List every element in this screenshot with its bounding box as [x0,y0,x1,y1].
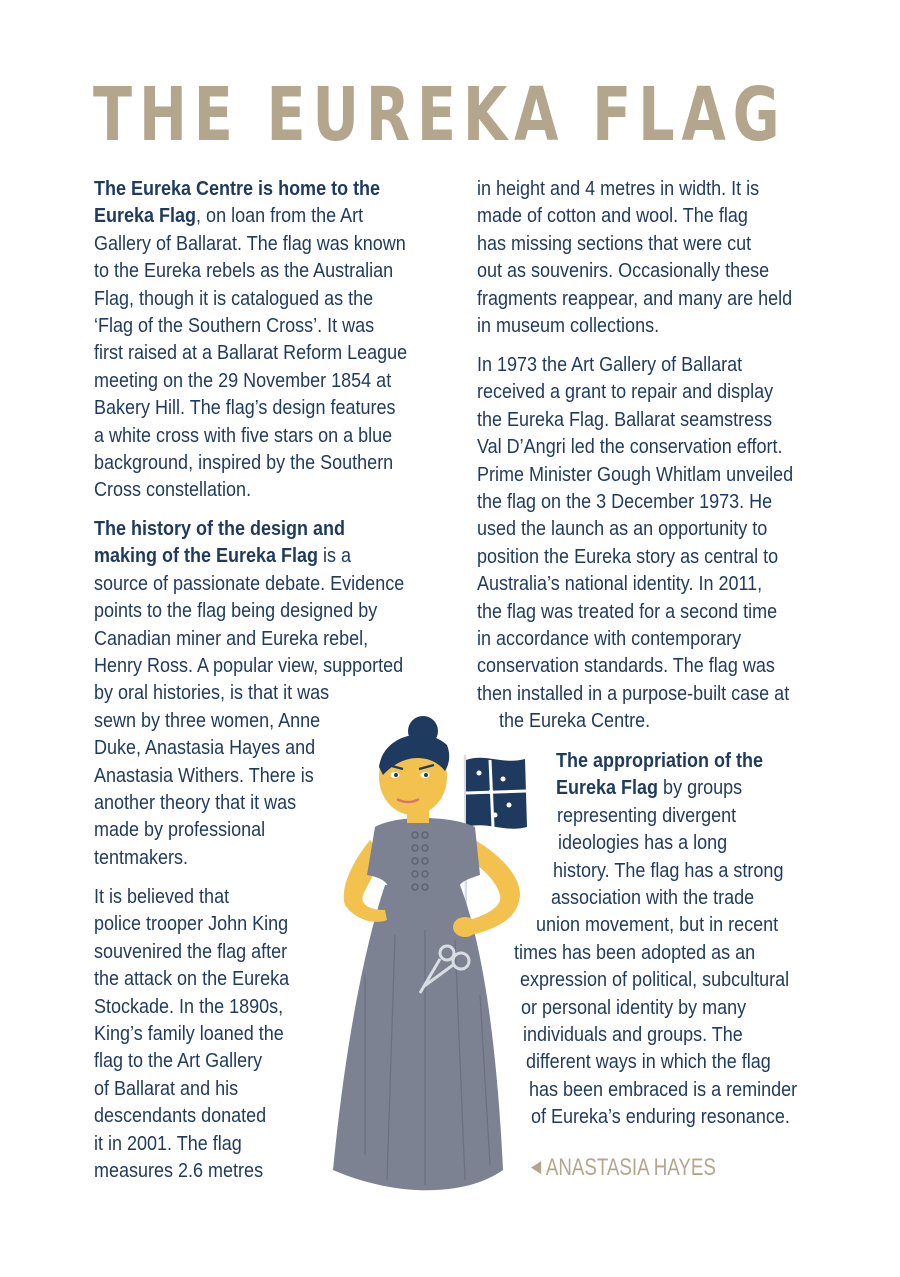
text-line: in height and 4 metres in width. It is [477,178,760,200]
body-text: Bakery Hill. The flag’s design features [94,397,396,420]
bold-text: making of the Eureka Flag [94,545,319,568]
body-text: sewn by three women, Anne [94,709,321,732]
body-text: Canadian miner and Eureka rebel, [94,627,369,650]
body-text: by oral histories, is that it was [94,682,330,705]
text-line: out as souvenirs. Occasionally these [477,260,770,283]
text-line: fragments reappear, and many are held [477,287,793,310]
text-line [556,775,742,802]
body-text: representing divergent [557,804,737,827]
body-text: meeting on the 29 November 1854 at [94,369,392,392]
text-line: Stockade. In the 1890s, [94,995,284,1018]
text-line: used the launch as an opportunity to [477,518,768,541]
body-text: made by professional [94,819,266,842]
bold-text: The history of the design and [94,518,346,540]
text-line: received a grant to repair and display [477,381,774,404]
text-line [557,803,736,830]
body-text: has been embraced is a reminder [529,1078,798,1101]
body-text: to the Eureka rebels as the Australian [94,260,394,283]
text-line: then installed in a purpose-built case at [477,682,790,705]
hair-bun [408,716,438,746]
text-line: the flag on the 3 December 1973. He [477,491,773,513]
text-line: made of cotton and wool. The flag [477,205,748,228]
body-text: first raised at a Ballarat Reform League [94,342,408,365]
text-line: of Ballarat and his [94,1077,239,1100]
body-text: Flag, though it is catalogued as the [94,287,374,310]
text-line: the flag was treated for a second time [477,600,778,623]
woman-holding-flag-illustration [325,715,535,1205]
text-line [556,748,763,775]
body-text: times has been adopted as an [514,941,756,964]
text-line [94,817,265,844]
text-line: in accordance with contemporary [477,628,742,650]
body-text: a white cross with five stars on a blue [94,424,393,447]
body-text: points to the flag being designed by [94,600,378,623]
text-line [94,790,296,817]
text-line [94,203,363,230]
text-line [94,368,391,395]
body-text: ideologies has a long [558,832,728,855]
text-line [94,763,314,790]
body-text: union movement, but in recent [536,914,779,937]
text-line: descendants donated [94,1105,267,1128]
text-line: flag to the Art Gallery [94,1050,263,1073]
text-line: measures 2.6 metres [94,1160,264,1182]
body-text: is a [318,545,352,568]
body-text: by groups [658,777,743,800]
body-text: tentmakers. [94,846,189,869]
text-line [94,395,396,422]
text-line: police trooper John King [94,913,289,936]
text-line [520,967,789,994]
text-line: the Eureka Flag. Ballarat seamstress [477,408,773,431]
text-line [531,1104,790,1131]
dress-bodice [367,818,480,895]
bold-text: The appropriation of the [556,750,763,772]
text-line [94,313,374,340]
text-line [94,477,251,504]
body-text: history. The flag has a strong [553,859,784,882]
body-text: ‘Flag of the Southern Cross’. It was [94,315,375,337]
bold-text: Eureka Flag [94,205,197,228]
text-line [94,543,351,570]
body-text: another theory that it was [94,792,297,814]
text-line: In 1973 the Art Gallery of Ballarat [477,354,743,376]
text-line [94,286,373,313]
text-line: Prime Minister Gough Whitlam unveiled [477,463,794,486]
body-text: expression of political, subcultural [520,969,790,992]
body-text: Gallery of Ballarat. The flag was known [94,232,406,255]
text-line: the attack on the Eureka [94,968,290,991]
text-line [94,176,380,203]
text-line [94,258,393,285]
body-text: Anastasia Withers. There is [94,764,314,787]
body-text: of Eureka’s enduring resonance. [531,1106,790,1129]
body-text: Duke, Anastasia Hayes and [94,737,316,760]
body-text: Cross constellation. [94,479,252,502]
body-text: Henry Ross. A popular view, supported [94,655,404,677]
body-text: association with the trade [551,887,755,909]
text-line [94,626,368,653]
body-text: background, inspired by the Southern [94,452,394,474]
text-line [526,1049,771,1076]
bold-text: The Eureka Centre is home to the [94,178,381,200]
text-line [523,1022,743,1049]
body-text: , on loan from the Art [196,205,364,228]
text-line [94,423,392,450]
text-line [94,231,406,258]
body-text: or personal identity by many [521,996,747,1019]
text-line [94,653,403,680]
text-line [94,450,393,477]
body-text: individuals and groups. The [523,1024,743,1046]
text-line [94,571,404,598]
text-line: Australia’s national identity. In 2011, [477,573,763,596]
text-line [94,340,407,367]
text-line: it in 2001. The flag [94,1132,242,1155]
text-line: in museum collections. [477,315,660,337]
text-line [521,995,746,1022]
text-line: Val D’Angri led the conservation effort. [477,436,783,459]
text-line [558,830,727,857]
text-line [94,516,345,543]
caption-text: ANASTASIA HAYES [545,1154,716,1181]
text-line [551,885,754,912]
text-line: souvenired the flag after [94,940,288,963]
text-line: the Eureka Centre. [499,710,651,733]
illustration-caption [531,1154,716,1182]
caption-arrow-icon: ◀ [531,1157,542,1176]
page-title: THE EUREKA FLAG [93,72,787,158]
text-line: It is believed that [94,886,230,908]
body-text: different ways in which the flag [526,1051,771,1074]
text-line [536,912,778,939]
text-line [529,1077,797,1104]
text-line [94,598,377,625]
body-text: source of passionate debate. Evidence [94,572,405,595]
text-line [94,735,315,762]
text-line [553,858,783,885]
text-line [514,940,755,967]
text-line: position the Eureka story as central to [477,545,779,568]
text-line: conservation standards. The flag was [477,655,775,678]
text-line [94,845,188,872]
text-line: has missing sections that were cut [477,232,752,255]
text-line: King’s family loaned the [94,1023,284,1045]
text-line [94,708,320,735]
bold-text: Eureka Flag [556,777,659,800]
text-line [94,680,329,707]
